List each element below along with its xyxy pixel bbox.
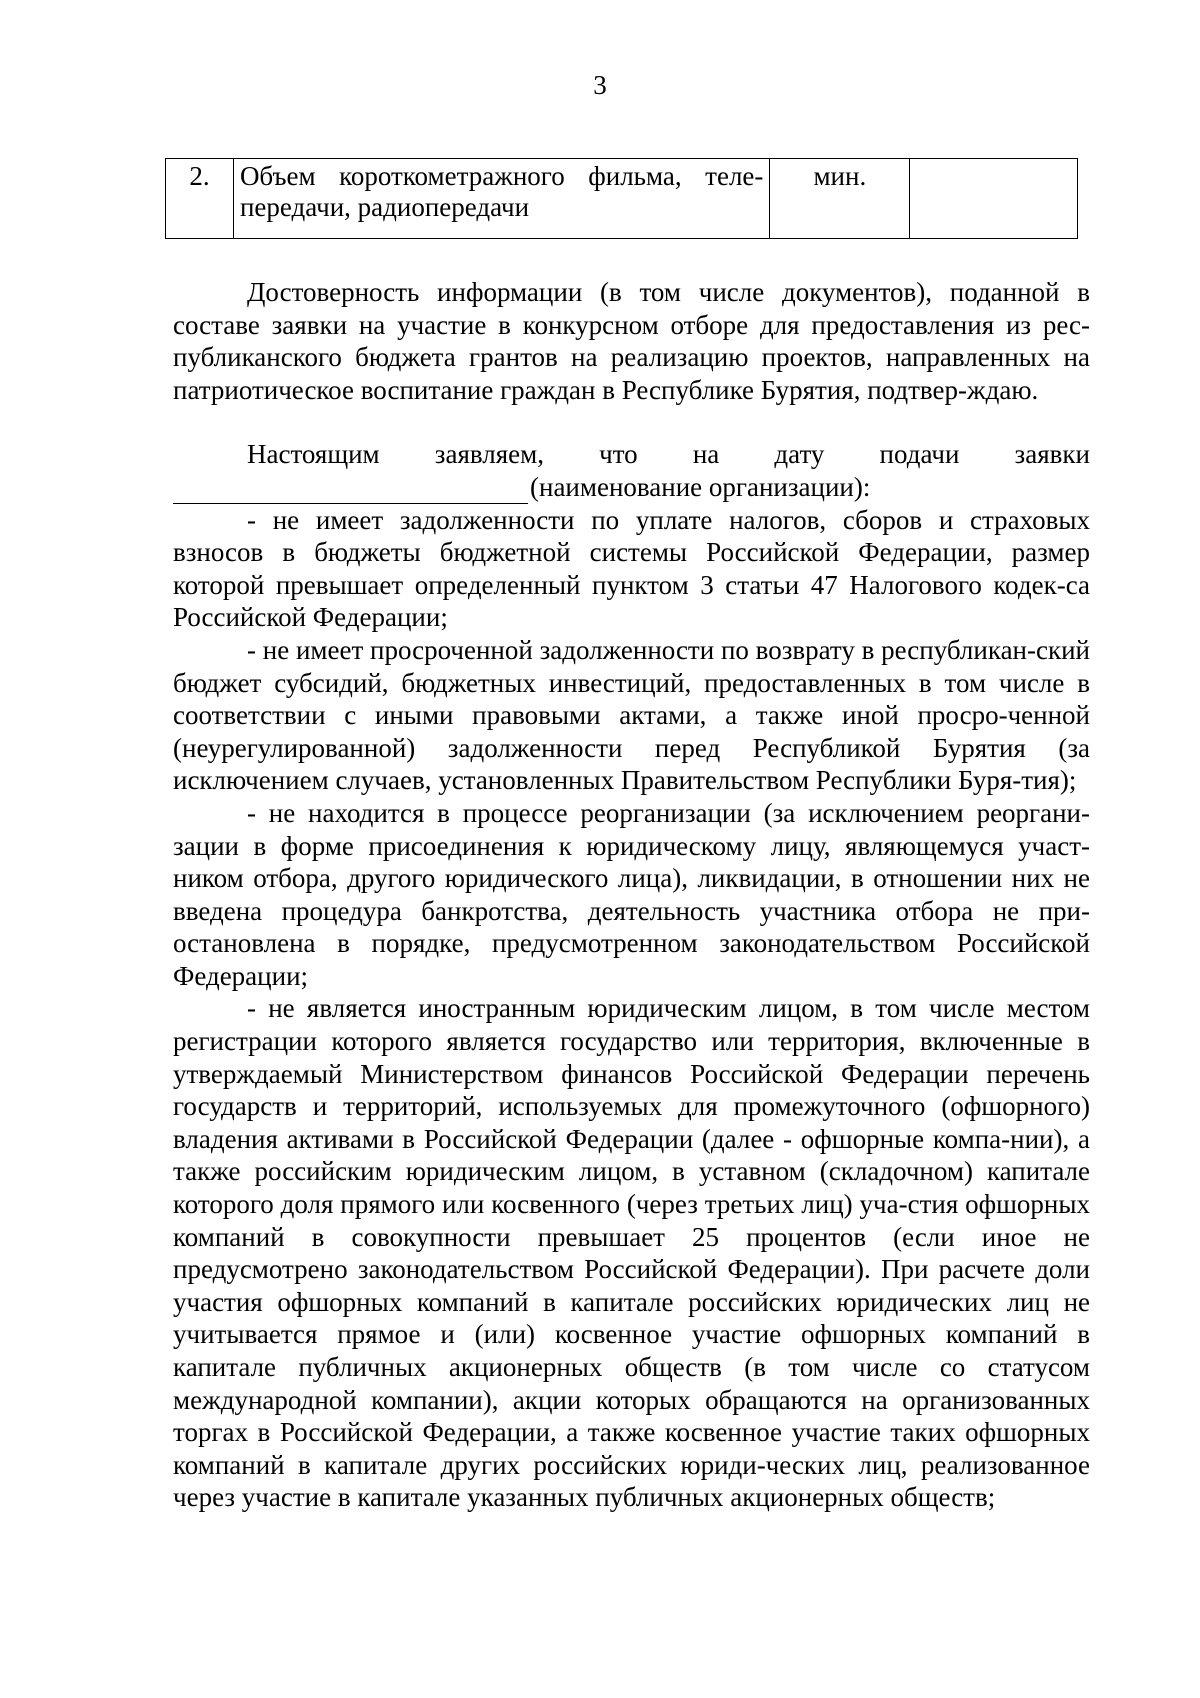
value-cell: [910, 159, 1078, 239]
declaration-word: заявляем,: [434, 439, 544, 470]
confirmation-paragraph: Достоверность информации (в том числе документов), поданной в составе заявки на участие в конкурсном отборе для предоставления из рес-публиканского бюджета грантов на реализацию проектов, направленных на патриотическое воспитание граждан в Республике Бурятия, подтвер-ждаю.: [173, 277, 1090, 405]
declaration-word: заявки: [1014, 439, 1090, 470]
organization-line: [173, 471, 1090, 504]
organization-name-blank[interactable]: [173, 477, 528, 504]
declaration-word: что: [599, 439, 638, 470]
page-number: 3: [593, 70, 607, 100]
table-row: [166, 159, 1078, 239]
criterion-name: Объем короткометражного фильма, теле-передачи, радиопередачи: [233, 159, 769, 239]
declaration-line: [173, 438, 1090, 471]
declaration-word: дату: [774, 439, 825, 470]
declaration-word: на: [692, 439, 720, 470]
list-item: - не находится в процессе реорганизации (за исключением реоргани-зации в форме присоединения к юридическому лицу, являющемуся участ-ником отбора, другого юридического лица), ликвидации, в отношении них не введена процедура банкротства, деятельность участника отбора не при-остановлена в порядке, предусмотренном законодательством Российской Федерации;: [173, 797, 1090, 991]
document-body: [173, 276, 1090, 1514]
declaration-word: Настоящим: [247, 439, 380, 470]
organization-label: (наименование организации):: [530, 471, 871, 502]
list-item: - не имеет просроченной задолженности по возврату в республикан-ский бюджет субсидий, бюджетных инвестиций, предоставленных в том числе в соответствии с иными правовыми актами, а также иной просро-ченной (неурегулированной) задолженности перед Республикой Бурятия (за исключением случаев, установленных Правительством Республики Буря-тия);: [173, 634, 1090, 796]
list-item: - не является иностранным юридическим лицом, в том числе местом регистрации которого является государство или территория, включенные в утверждаемый Министерством финансов Российской Федерации перечень государств и территорий, используемых для промежуточного (офшорного) владения активами в Российской Федерации (далее - офшорные компа-нии), а также российским юридическим лицом, в уставном (складочном) капитале которого доля прямого или косвенного (через третьих лиц) уча-стия офшорных компаний в совокупности превышает 25 процентов (если иное не предусмотрено законодательством Российской Федерации). При расчете доли участия офшорных компаний в капитале российских юридических лиц не учитывается прямое и (или) косвенное участие офшорных компаний в капитале публичных акционерных обществ (в том числе со статусом международной компании), акции которых обращаются на организованных торгах в Российской Федерации, а также косвенное участие таких офшорных компаний в капитале других российских юриди-ческих лиц, реализованное через участие в капитале указанных публичных акционерных обществ;: [173, 993, 1090, 1513]
criteria-table: [165, 158, 1078, 239]
unit-cell: мин.: [770, 159, 910, 239]
row-number: 2.: [166, 159, 234, 239]
list-item: - не имеет задолженности по уплате налогов, сборов и страховых взносов в бюджеты бюджетной системы Российской Федерации, размер которой превышает определенный пунктом 3 статьи 47 Налогового кодек-са Российской Федерации;: [173, 504, 1090, 633]
declaration-word: подачи: [879, 439, 960, 470]
